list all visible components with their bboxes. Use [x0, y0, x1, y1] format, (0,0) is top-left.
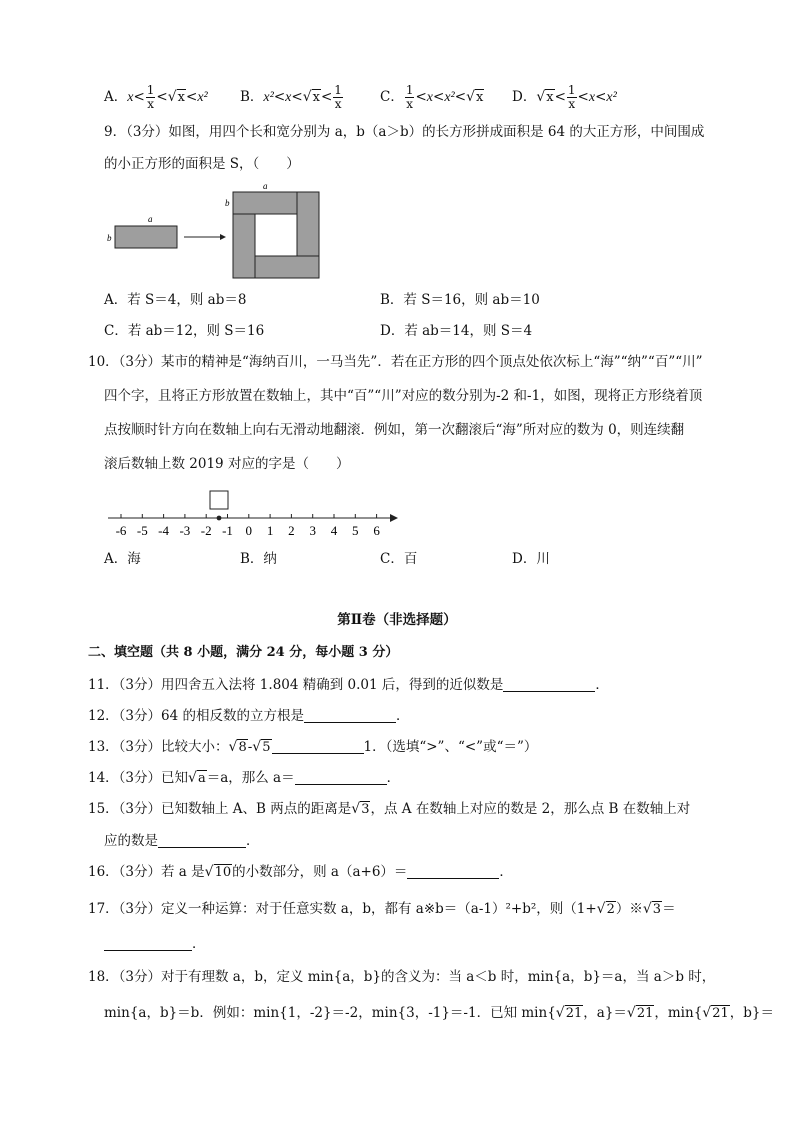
- q8-option-d[interactable]: [512, 84, 617, 111]
- q14-end: ．: [386, 770, 401, 786]
- q16: [88, 862, 513, 883]
- fig-label-b-big: b: [225, 198, 230, 208]
- q15-sqrt-3: √3: [351, 801, 370, 817]
- math-var: x: [426, 90, 434, 105]
- q14-mid: ＝a，那么 a＝: [206, 770, 295, 786]
- marked-point: [217, 516, 222, 521]
- q18-text-a: min{a，b}＝b．例如：min{1，-2}＝-2，min{3，-1}＝-1．已知 min{: [104, 1005, 556, 1021]
- q13-sqrt-5: √5: [252, 739, 271, 755]
- tick-label: 1: [266, 523, 274, 538]
- q8-option-letter: B．: [240, 89, 264, 105]
- q12: [88, 706, 410, 726]
- math-sqrt: √x: [302, 89, 320, 105]
- q8-option-letter: C．: [380, 89, 404, 105]
- tick-label: -4: [158, 523, 170, 538]
- tick-label: -3: [179, 523, 191, 538]
- math-op: <: [577, 89, 589, 105]
- q8-option-c[interactable]: [380, 84, 484, 111]
- axis-arrow-icon: [390, 514, 398, 522]
- q8-option-letter: A．: [104, 89, 128, 105]
- q11-end: ．: [595, 677, 609, 693]
- q17-line2: [104, 934, 206, 954]
- q10-option-d[interactable]: D．川: [512, 551, 550, 567]
- q18-text-b: ，a}＝: [583, 1005, 627, 1021]
- math-var: x: [588, 90, 596, 105]
- tick-label: 0: [245, 523, 253, 538]
- q16-text: 16．（3分）若 a 是: [88, 864, 205, 880]
- math-fraction: $\frac{1}{x}$: [405, 83, 414, 111]
- big-square: [233, 192, 319, 278]
- q13: [88, 737, 537, 758]
- q15-text: 15．（3分）已知数轴上 A、B 两点的距离是: [88, 801, 352, 817]
- rolling-square: [210, 491, 228, 509]
- math-sqrt: √x: [167, 89, 185, 105]
- rect-left: [233, 214, 255, 278]
- math-op: <: [133, 89, 145, 105]
- inner-small-square: [255, 214, 297, 256]
- q12-answer-blank[interactable]: [304, 708, 396, 723]
- tick-label: 5: [352, 523, 359, 538]
- q14: [88, 768, 400, 789]
- math-sqrt: √x: [536, 89, 554, 105]
- q15-text-3: 应的数是: [104, 833, 158, 849]
- math-fraction: $\frac{1}{x}$: [334, 83, 342, 111]
- tick-label: -5: [136, 523, 148, 538]
- q9-option-c[interactable]: C．若 ab＝12，则 S＝16: [104, 323, 265, 339]
- rect-top: [233, 192, 297, 214]
- q10-option-a[interactable]: A．海: [104, 551, 141, 567]
- math-op: <: [554, 89, 566, 105]
- q18-line2: [104, 1003, 774, 1024]
- part2-title: 第Ⅱ卷（非选择题）: [337, 612, 457, 628]
- q11-text: 11．（3分）用四舍五入法将 1.804 精确到 0.01 后，得到的近似数是: [88, 677, 504, 693]
- fig-label-b-small: b: [107, 233, 112, 243]
- q11: [88, 675, 609, 695]
- q17-sqrt-3: √3: [642, 901, 662, 917]
- q15-line1: [88, 799, 690, 820]
- q17-text: 17．（3分）定义一种运算：对于任意实数 a，b，都有 a※b＝（a-1）²+b²，则（1+: [88, 901, 597, 917]
- math-fraction: $\frac{1}{x}$: [567, 83, 576, 111]
- q10-option-b[interactable]: B．纳: [240, 551, 277, 567]
- math-var: x²: [197, 90, 208, 105]
- tick-label: 3: [309, 523, 316, 538]
- q16-answer-blank[interactable]: [407, 864, 499, 879]
- q17-eq: ＝: [662, 901, 676, 917]
- math-var: x²: [444, 90, 455, 105]
- q17-mid: ）※: [615, 901, 643, 917]
- math-op: <: [156, 89, 168, 105]
- q10-stem-line2: 四个字，且将正方形放置在数轴上，其中“百”“川”对应的数分别为-2 和-1，如图，现将正方形绕着顶: [104, 388, 703, 404]
- q10-stem-line4: 滚后数轴上数 2019 对应的字是（ ）: [104, 456, 350, 472]
- q16-sqrt-10: √10: [204, 864, 232, 880]
- q9-stem-line1: 9．（3分）如图，用四个长和宽分别为 a，b（a＞b）的长方形拼成面积是 64 的大正方形，中间围成: [104, 124, 705, 140]
- q18-sqrt-21-c: √21: [702, 1005, 729, 1021]
- q13-answer-blank[interactable]: [272, 739, 364, 754]
- q9-option-d[interactable]: D．若 ab＝14，则 S＝4: [380, 323, 533, 339]
- q9-figure: [100, 180, 330, 280]
- q13-tail: 1．（选填“>”、“<”或“＝”）: [363, 739, 538, 755]
- math-op: <: [454, 89, 467, 105]
- q10-option-c[interactable]: C．百: [380, 551, 418, 567]
- tick-label: 6: [373, 523, 380, 538]
- q16-end: ．: [499, 864, 513, 880]
- math-op: <: [595, 89, 607, 105]
- part2-heading: 二、填空题（共 8 小题，满分 24 分，每小题 3 分）: [88, 645, 399, 660]
- q12-text: 12．（3分）64 的相反数的立方根是: [88, 708, 304, 724]
- q9-option-b[interactable]: B．若 S＝16，则 ab＝10: [380, 292, 540, 308]
- rect-bottom: [255, 256, 319, 278]
- math-sqrt: √x: [466, 89, 484, 105]
- tick-label: -2: [200, 523, 212, 538]
- q17-line1: [88, 899, 676, 920]
- q13-text: 13．（3分）比较大小：: [88, 739, 229, 755]
- q8-option-letter: D．: [512, 89, 537, 105]
- q13-sqrt-8: √8: [228, 739, 247, 755]
- math-op: <: [320, 89, 333, 105]
- math-var: x²: [263, 90, 274, 105]
- q8-option-a[interactable]: [104, 84, 208, 111]
- q18-sqrt-21-a: √21: [555, 1005, 583, 1021]
- q9-stem-line2: 的小正方形的面积是 S，（ ）: [104, 156, 300, 172]
- q10-stem-line1: 10．（3分）某市的精神是“海纳百川，一马当先”．若在正方形的四个顶点处依次标上“海”“纳”“百”“川”: [88, 354, 703, 370]
- q15-text-2: ，点 A 在数轴上对应的数是 2，那么点 B 在数轴上对: [370, 801, 691, 817]
- math-op: <: [433, 89, 445, 105]
- q8-option-b[interactable]: [240, 84, 344, 111]
- math-var: x²: [606, 90, 617, 105]
- q14-answer-blank[interactable]: [295, 770, 387, 785]
- q18-line1: 18．（3分）对于有理数 a，b，定义 min{a，b}的含义为：当 a＜b 时，min{a，b}＝a，当 a＞b 时，: [88, 969, 716, 985]
- tick-label: -6: [115, 523, 127, 538]
- fig-label-a-big: a: [263, 181, 268, 191]
- single-rectangle: [115, 226, 177, 248]
- q14-text: 14．（3分）已知: [88, 770, 189, 786]
- q13-minus: -: [247, 739, 253, 755]
- q18-text-c: ，min{: [654, 1005, 703, 1021]
- math-var: x: [127, 90, 134, 105]
- tick-label: -1: [222, 523, 233, 538]
- q18-sqrt-21-b: √21: [626, 1005, 654, 1021]
- q10-number-line: [100, 486, 400, 544]
- q17-end: ．: [192, 936, 206, 952]
- math-var: x: [285, 90, 292, 105]
- arrow-head-icon: [220, 234, 226, 240]
- rect-right: [297, 192, 319, 256]
- math-op: <: [186, 89, 198, 105]
- q11-answer-blank[interactable]: [503, 677, 595, 692]
- q18-text-d: ，b}＝: [729, 1005, 774, 1021]
- q15-answer-blank[interactable]: [158, 833, 246, 848]
- q15-end: ．: [246, 833, 260, 849]
- q10-stem-line3: 点按顺时针方向在数轴上向右无滑动地翻滚．例如，第一次翻滚后“海”所对应的数为 0，则连续翻: [104, 422, 685, 438]
- fig-label-a-small: a: [148, 214, 153, 224]
- q15-line2: [104, 831, 260, 851]
- math-op: <: [415, 89, 427, 105]
- q9-option-a[interactable]: A．若 S＝4，则 ab＝8: [104, 292, 247, 308]
- math-fraction: $\frac{1}{x}$: [146, 83, 155, 111]
- q17-answer-blank[interactable]: [104, 936, 192, 951]
- math-op: <: [273, 89, 286, 105]
- q12-end: ．: [396, 708, 410, 724]
- math-op: <: [291, 89, 303, 105]
- tick-label: 4: [330, 523, 338, 538]
- q16-mid: 的小数部分，则 a（a+6）＝: [232, 864, 408, 880]
- q17-sqrt-2: √2: [596, 901, 615, 917]
- tick-label: 2: [288, 523, 295, 538]
- q14-sqrt-a: √a: [188, 770, 206, 786]
